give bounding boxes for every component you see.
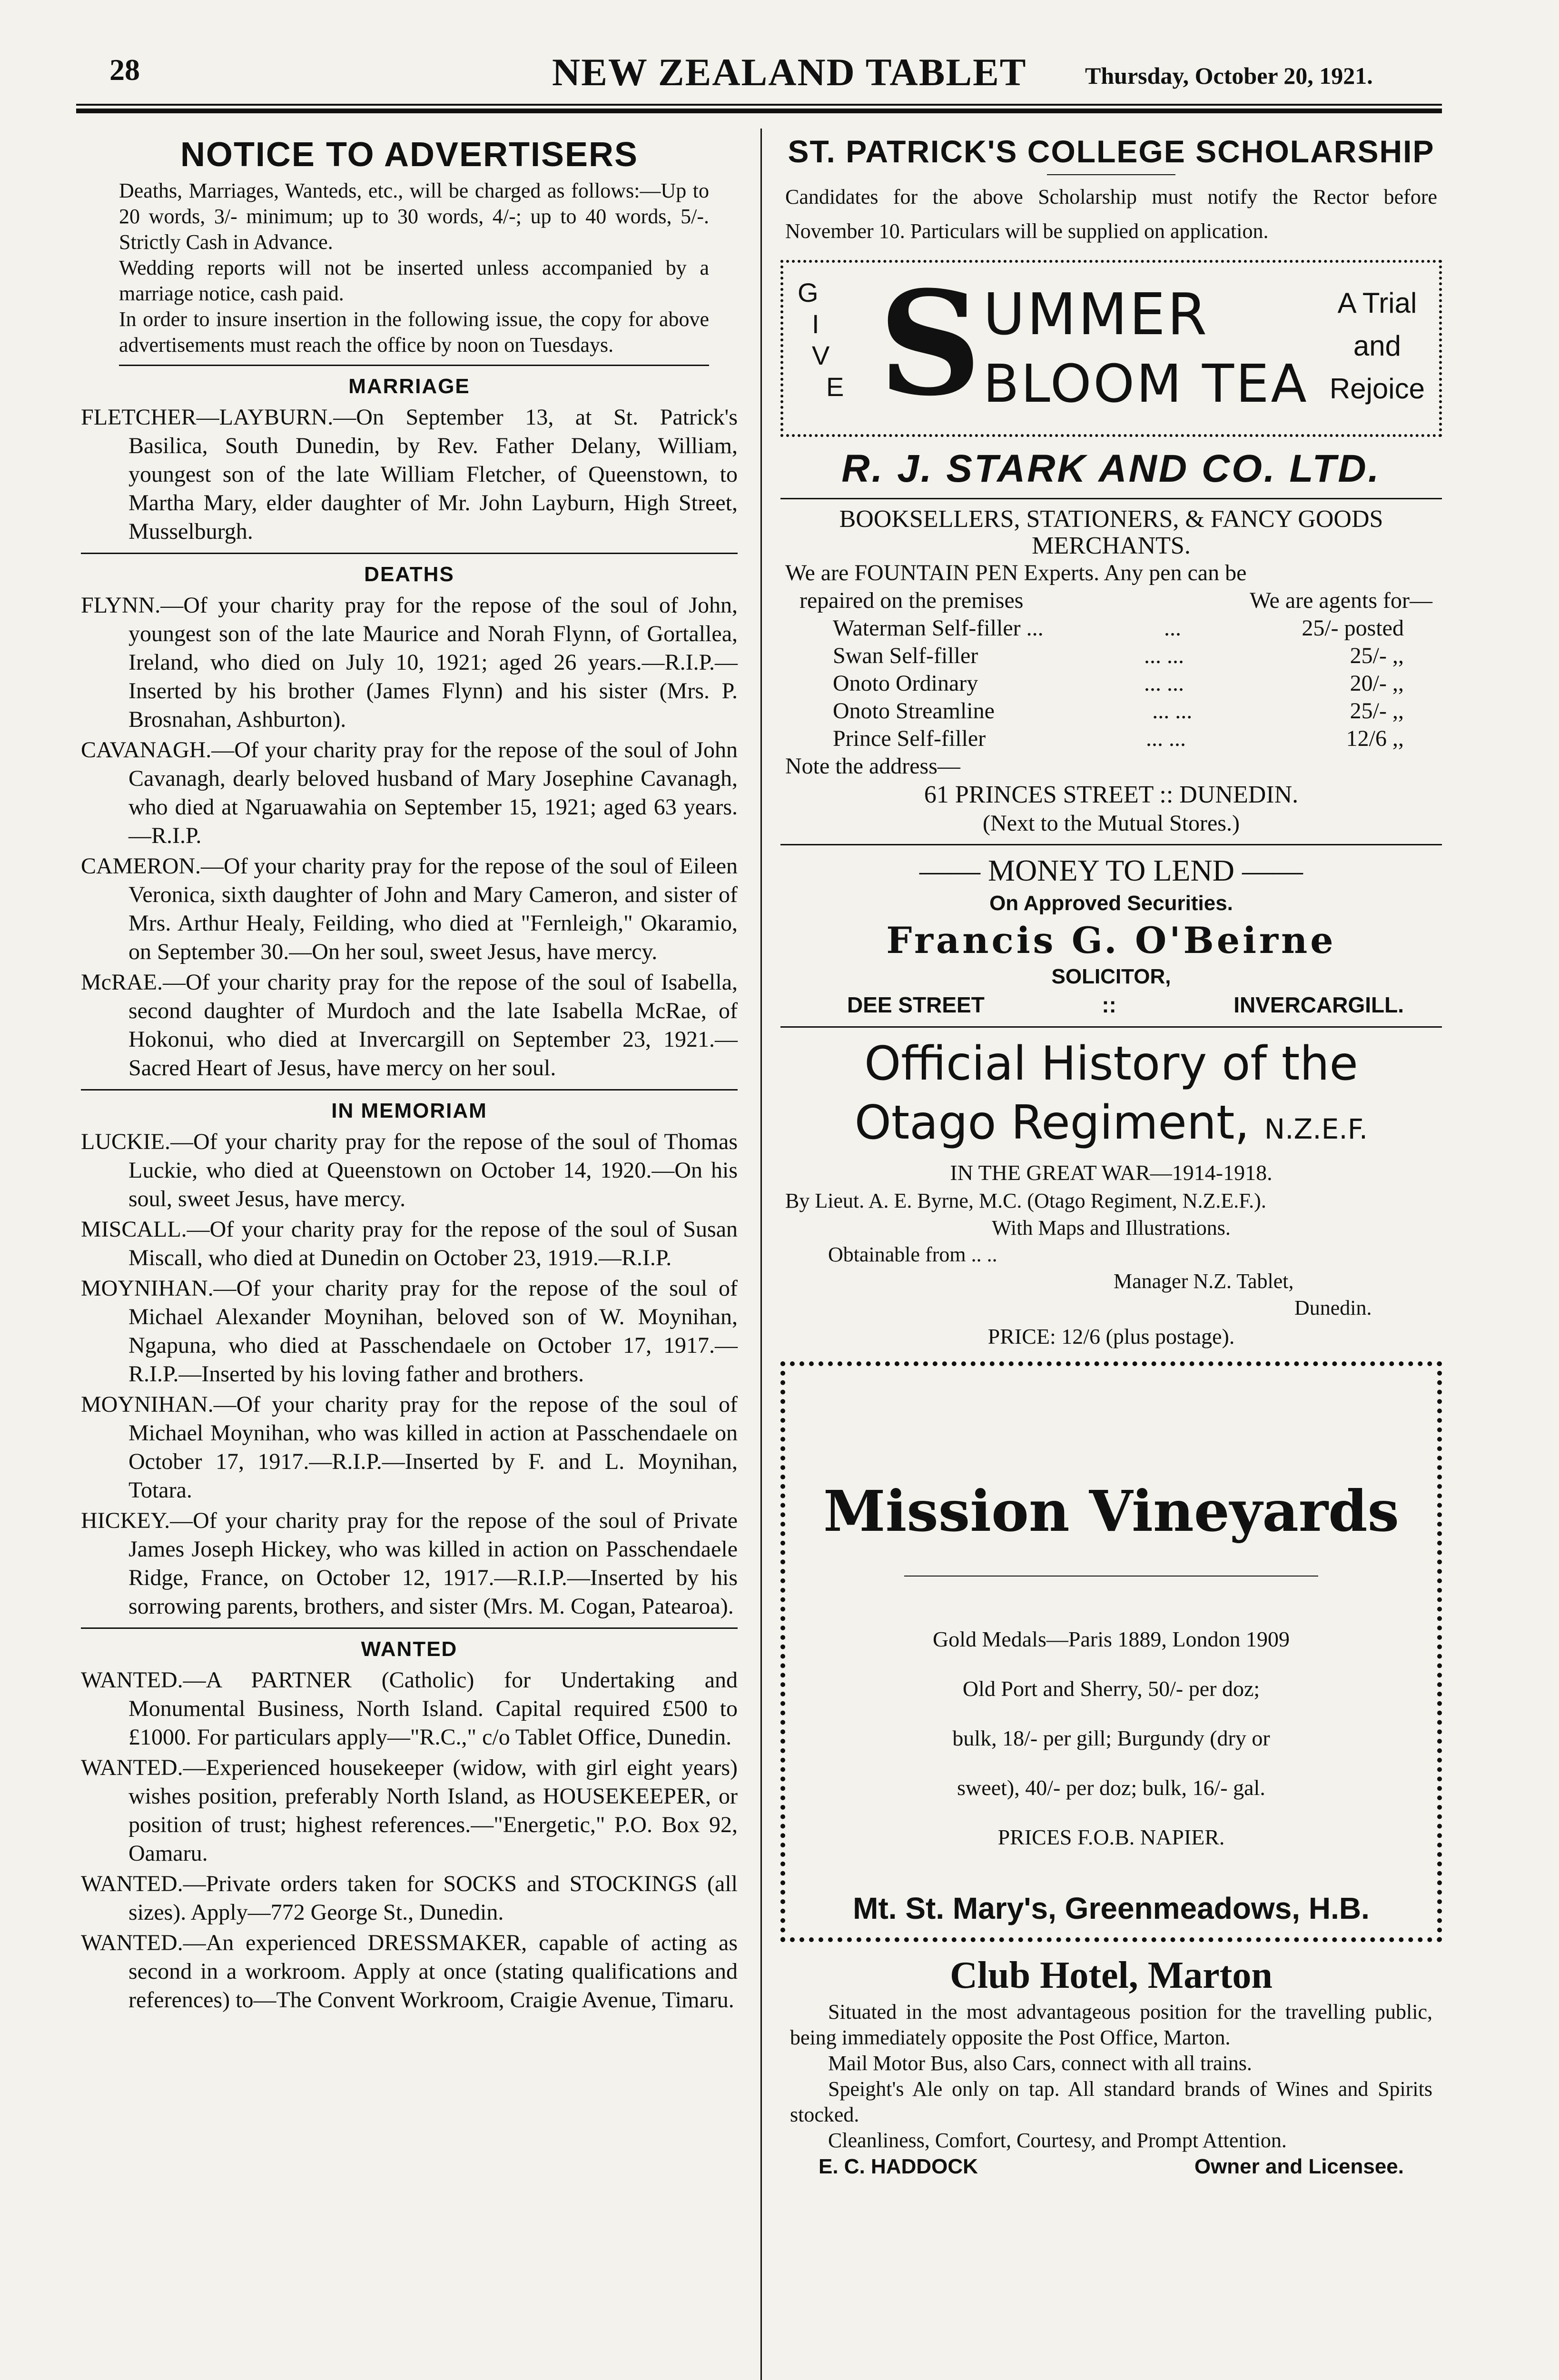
- tea-line-1: UMMER: [983, 282, 1209, 348]
- otago-author: By Lieut. A. E. Byrne, M.C. (Otago Regiment, N.Z.E.F.).: [785, 1189, 1266, 1212]
- stark-address: 61 PRINCES STREET :: DUNEDIN.: [924, 781, 1299, 808]
- marriage-entry: FLETCHER—LAYBURN.—On September 13, at St. Patrick's Basilica, South Dunedin, by Rev. Father Delany, William, youngest son of the late William Fletcher, of Queenstown, to Martha Mary, elder daughter of Mr. John Layburn, High Street, Musselburgh.: [81, 405, 738, 544]
- stark-repaired: repaired on the premises: [799, 588, 1024, 613]
- mission-prices: PRICES F.O.B. NAPIER.: [997, 1825, 1225, 1849]
- pen-name: Waterman Self-filler ...: [833, 615, 1044, 641]
- memoriam-entry: MOYNIHAN.—Of your charity pray for the repose of the soul of Michael Moynihan, who was killed in action at Passchendaele on October 17, 1917.—R.I.P.—Inserted by F. and L. Moynihan, Totara.: [81, 1392, 738, 1503]
- notice-title: NOTICE TO ADVERTISERS: [180, 136, 639, 174]
- marriage-heading: MARRIAGE: [348, 375, 470, 398]
- scholarship-text: Candidates for the above Scholarship must notify the Rector before November 10. Particulars will be supplied on application.: [785, 185, 1437, 243]
- club-text-2: Mail Motor Bus, also Cars, connect with all trains.: [828, 2052, 1252, 2075]
- club-owner: [780, 2153, 1442, 2180]
- summer-bloom-tea-ad: [780, 260, 1442, 437]
- notice-text-3: In order to insure insertion in the following issue, the copy for above advertisements must reach the office by noon on Tuesdays.: [119, 307, 709, 357]
- otago-city: Dunedin.: [1294, 1296, 1372, 1319]
- header-rule-thick: [76, 109, 1442, 113]
- give-letters: [798, 277, 844, 403]
- town: INVERCARGILL.: [1233, 992, 1404, 1017]
- memoriam-entry: MISCALL.—Of your charity pray for the repose of the soul of Susan Miscall, who died at Dunedin on October 23, 1919.—R.I.P.: [81, 1217, 738, 1270]
- memoriam-entry: HICKEY.—Of your charity pray for the repose of the soul of Private James Joseph Hickey, who was killed in action on Passchendaele Ridge, France, on October 12, 1917.—R.I.P.—Inserted by his sorrowing parents, brothers, and sister (Mrs. M. Cogan, Patearoa).: [81, 1508, 738, 1619]
- owner-role: Owner and Licensee.: [1194, 2155, 1404, 2178]
- issue-date: Thursday, October 20, 1921.: [1085, 62, 1373, 89]
- wanted-entry: WANTED.—A PARTNER (Catholic) for Undertaking and Monumental Business, North Island. Capital required £500 to £1000. For particulars apply—"R.C.," c/o Tablet Office, Dunedin.: [81, 1667, 738, 1750]
- death-entry: McRAE.—Of your charity pray for the repose of the soul of Isabella, second daughter of Murdoch and the late Isabella McRae, of Hokonui, who died at Invercargill on September 23, 1921.—Sacred Heart of Jesus, have mercy on her soul.: [81, 970, 738, 1081]
- scholarship-title: ST. PATRICK'S COLLEGE SCHOLARSHIP: [788, 134, 1435, 169]
- stark-address-2: (Next to the Mutual Stores.): [983, 811, 1240, 836]
- slogan-line: Rejoice: [1329, 373, 1425, 405]
- divider: [81, 1627, 738, 1629]
- death-entry: CAMERON.—Of your charity pray for the repose of the soul of Eileen Veronica, sixth daughter of John and Mary Cameron, and sister of Mrs. Arthur Healy, Feilding, who died at "Fernleigh," Okaramio, on September 30.—On her soul, sweet Jesus, have mercy.: [81, 853, 738, 964]
- page-number: 28: [109, 53, 140, 87]
- pen-price: 12/6 ,,: [1346, 726, 1404, 751]
- short-rule: [1047, 174, 1175, 175]
- divider: [81, 1089, 738, 1091]
- stark-note: Note the address—: [785, 754, 960, 779]
- stark-line-3: We are FOUNTAIN PEN Experts. Any pen can be: [785, 560, 1247, 585]
- memoriam-heading: IN MEMORIAM: [331, 1099, 487, 1122]
- stark-line-2: MERCHANTS.: [1032, 532, 1191, 559]
- tea-slogan: [1330, 282, 1425, 410]
- separator: ::: [1102, 992, 1116, 1017]
- pen-row: [833, 642, 1404, 670]
- pen-row: [833, 697, 1404, 725]
- club-text-3: Speight's Ale only on tap. All standard brands of Wines and Spirits stocked.: [790, 2077, 1432, 2126]
- page-header: [76, 52, 1432, 105]
- death-entry: FLYNN.—Of your charity pray for the repose of the soul of John, youngest son of the late Maurice and Norah Flynn, of Gortallea, Ireland, who died on July 10, 1921; aged 26 years.—R.I.P.—Inserted by his brother (James Flynn) and his sister (Mrs. P. Brosnahan, Ashburton).: [81, 593, 738, 732]
- otago-title-2-main: Otago Regiment,: [854, 1096, 1250, 1150]
- pen-price: 25/- ,,: [1350, 643, 1404, 668]
- pen-leader: ... ...: [1152, 698, 1193, 724]
- stark-agents: We are agents for—: [1250, 588, 1432, 613]
- pen-leader: ... ...: [1144, 671, 1184, 696]
- mission-line: Gold Medals—Paris 1889, London 1909: [932, 1627, 1290, 1651]
- divider: [780, 1026, 1442, 1028]
- stark-name: R. J. STARK AND CO. LTD.: [841, 447, 1381, 490]
- owner-name: E. C. HADDOCK: [819, 2155, 978, 2178]
- otago-obtain: Obtainable from .. ..: [828, 1243, 997, 1266]
- give-letter: G: [798, 278, 819, 307]
- tea-drop-cap: S: [878, 259, 982, 427]
- wanted-entry: WANTED.—An experienced DRESSMAKER, capable of acting as second in a workroom. Apply at once (stating qualifications and references) to—The Convent Workroom, Craigie Avenue, Timaru.: [81, 1930, 738, 2013]
- stark-line-1: BOOKSELLERS, STATIONERS, & FANCY GOODS: [839, 506, 1383, 533]
- right-column: [780, 133, 1442, 2180]
- tea-line-2: BLOOM TEA: [983, 353, 1309, 414]
- mission-line: sweet), 40/- per doz; bulk, 16/- gal.: [957, 1775, 1265, 1800]
- pen-row: [833, 615, 1404, 642]
- pen-name: Prince Self-filler: [833, 726, 986, 751]
- mission-vineyards-ad: [780, 1361, 1442, 1942]
- column-divider: [760, 129, 762, 2380]
- otago-maps: With Maps and Illustrations.: [992, 1216, 1231, 1240]
- otago-title-1: Official History of the: [864, 1037, 1358, 1091]
- pen-leader: ... ...: [1145, 726, 1186, 751]
- solicitor-address: [780, 990, 1442, 1020]
- otago-manager: Manager N.Z. Tablet,: [1114, 1269, 1294, 1293]
- club-text-1: Situated in the most advantageous position for the travelling public, being immediately opposite the Post Office, Marton.: [790, 2000, 1432, 2049]
- short-rule: [904, 1576, 1318, 1577]
- publication-title: NEW ZEALAND TABLET: [552, 50, 1027, 94]
- mission-place: Mt. St. Mary's, Greenmeadows, H.B.: [853, 1891, 1370, 1925]
- slogan-line: and: [1353, 330, 1401, 362]
- pen-price: 25/- posted: [1302, 615, 1404, 641]
- club-title: Club Hotel, Marton: [950, 1954, 1273, 1996]
- money-title: —— MONEY TO LEND ——: [919, 853, 1303, 887]
- memoriam-entry: LUCKIE.—Of your charity pray for the repose of the soul of Thomas Luckie, who died at Queenstown on October 14, 1920.—On his soul, sweet Jesus, have mercy.: [81, 1129, 738, 1211]
- otago-price: PRICE: 12/6 (plus postage).: [987, 1324, 1235, 1349]
- memoriam-entry: MOYNIHAN.—Of your charity pray for the repose of the soul of Michael Alexander Moynihan, beloved son of W. Moynihan, Ngapuna, who died at Passchendaele on October 17, 1917.—R.I.P.—Inserted by his loving father and brothers.: [81, 1276, 738, 1387]
- notice-body: [81, 174, 738, 358]
- left-column: [81, 133, 738, 2016]
- divider: [780, 498, 1442, 499]
- notice-text-2: Wedding reports will not be inserted unless accompanied by a marriage notice, cash paid.: [119, 256, 709, 305]
- deaths-heading: DEATHS: [364, 563, 454, 586]
- solicitor-name: Francis G. O'Beirne: [886, 919, 1336, 962]
- wanted-entry: WANTED.—Experienced housekeeper (widow, with girl eight years) wishes position, preferably North Island, as HOUSEKEEPER, or position of trust; highest references.—"Energetic," P.O. Box 92, Oamaru.: [81, 1755, 738, 1866]
- divider: [780, 844, 1442, 845]
- notice-text-1: Deaths, Marriages, Wanteds, etc., will be charged as follows:—Up to 20 words, 3/- minimum; up to 30 words, 4/-; up to 40 words, 5/-. Strictly Cash in Advance.: [119, 179, 709, 254]
- solicitor-role: SOLICITOR,: [1051, 965, 1171, 988]
- street: DEE STREET: [847, 992, 985, 1017]
- otago-title-2-abbr: N.Z.E.F.: [1264, 1113, 1368, 1145]
- slogan-line: A Trial: [1337, 287, 1417, 319]
- divider: [81, 553, 738, 554]
- pen-row: [833, 670, 1404, 697]
- stark-line-4: [780, 587, 1442, 615]
- pen-name: Swan Self-filler: [833, 643, 978, 668]
- give-letter: I: [812, 309, 819, 339]
- mission-line: Old Port and Sherry, 50/- per doz;: [962, 1676, 1260, 1701]
- money-title-text: MONEY TO LEND: [988, 853, 1234, 887]
- pen-row: [833, 725, 1404, 753]
- pen-price: 25/- ,,: [1350, 698, 1404, 724]
- money-sub: On Approved Securities.: [989, 892, 1233, 915]
- header-rule: [76, 104, 1442, 106]
- otago-title-2: [780, 1093, 1442, 1159]
- divider: [119, 365, 709, 366]
- mission-line: bulk, 18/- per gill; Burgundy (dry or: [952, 1726, 1270, 1750]
- death-entry: CAVANAGH.—Of your charity pray for the repose of the soul of John Cavanagh, dearly beloved husband of Mary Josephine Cavanagh, who died at Ngaruawahia on September 15, 1921; aged 63 years.—R.I.P.: [81, 737, 738, 848]
- club-text-4: Cleanliness, Comfort, Courtesy, and Prompt Attention.: [828, 2129, 1287, 2152]
- pen-leader: ...: [1164, 615, 1181, 641]
- pen-leader: ... ...: [1144, 643, 1184, 668]
- otago-sub: IN THE GREAT WAR—1914-1918.: [950, 1160, 1273, 1185]
- pen-price-list: [780, 615, 1442, 753]
- wanted-entry: WANTED.—Private orders taken for SOCKS and STOCKINGS (all sizes). Apply—772 George St., Dunedin.: [81, 1871, 738, 1925]
- mission-title: Mission Vineyards: [823, 1478, 1400, 1544]
- give-letter: V: [812, 340, 830, 370]
- pen-name: Onoto Ordinary: [833, 671, 978, 696]
- pen-price: 20/- ,,: [1350, 671, 1404, 696]
- wanted-heading: WANTED: [361, 1637, 458, 1661]
- give-letter: E: [826, 372, 844, 402]
- pen-name: Onoto Streamline: [833, 698, 995, 724]
